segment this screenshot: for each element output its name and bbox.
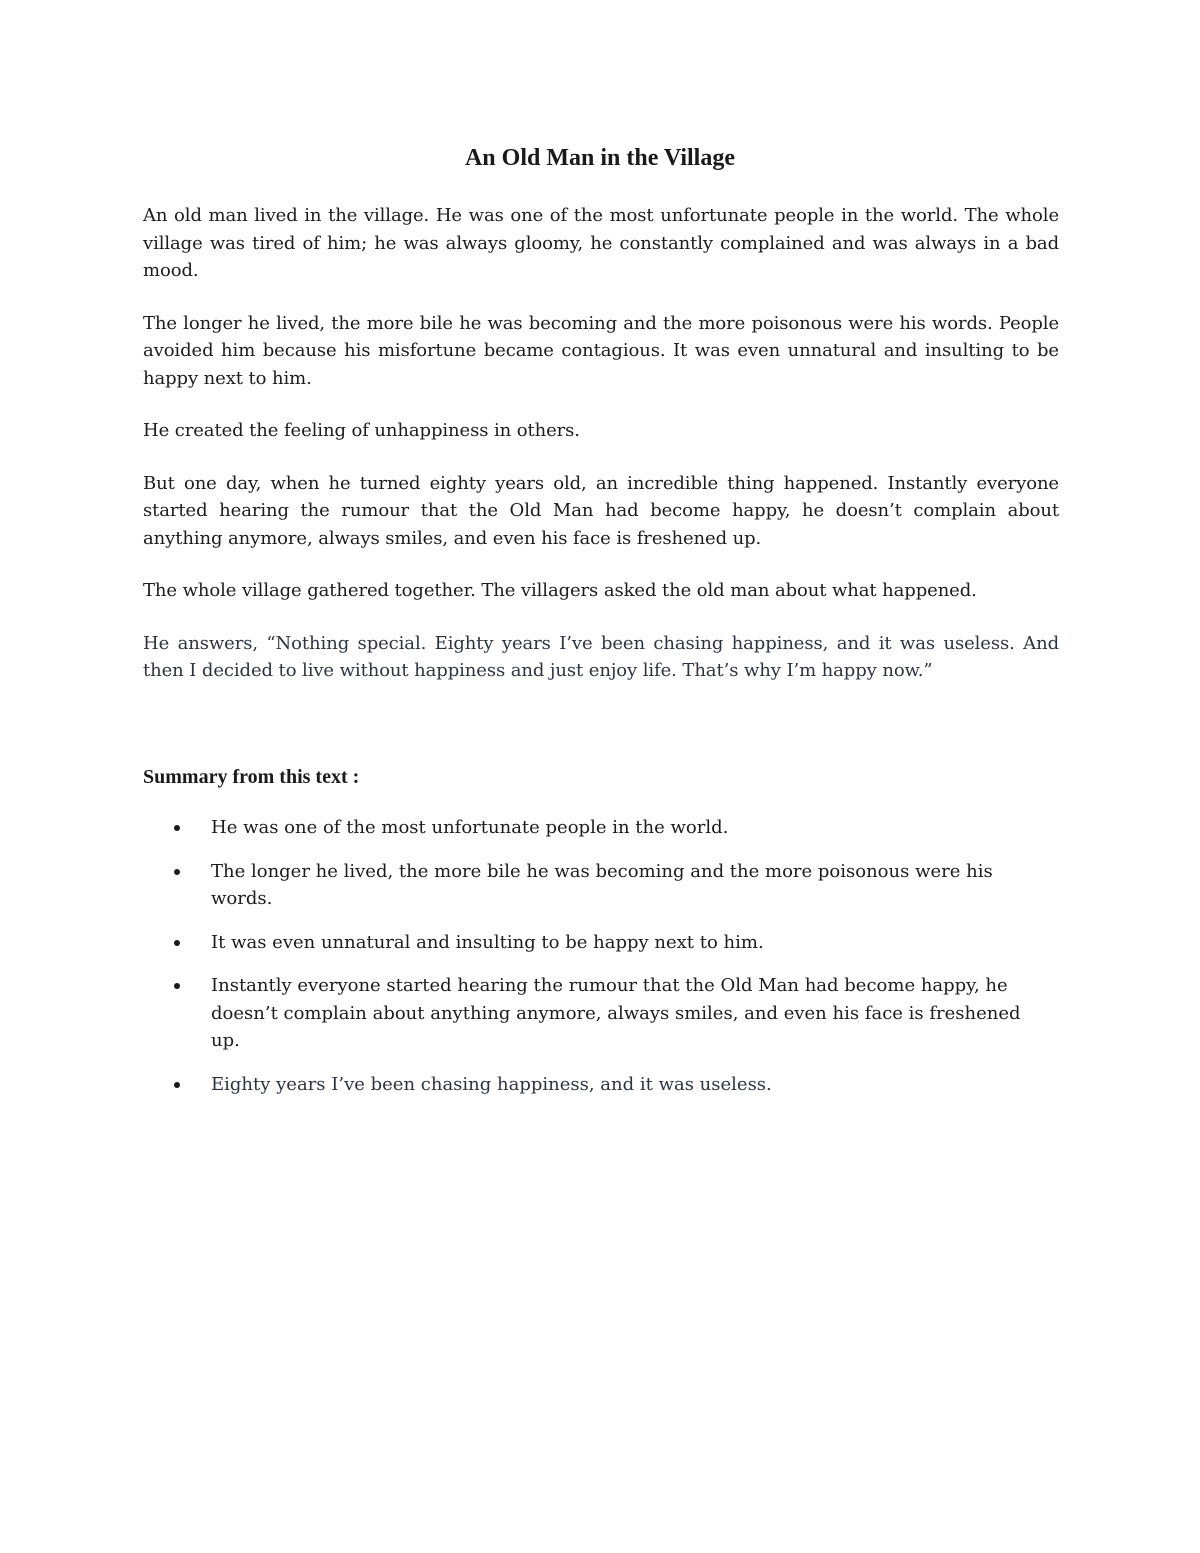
paragraph: The longer he lived, the more bile he was becoming and the more poisonous were his words. People avoided him because his misfortune became contagious. It was even unnatural and insulting to be happy next to him.: [143, 312, 1059, 389]
list-item: [143, 929, 1031, 957]
document-title: An Old Man in the Village: [464, 145, 736, 171]
list-item: [143, 858, 1031, 913]
paragraph: The whole village gathered together. The villagers asked the old man about what happened.: [143, 580, 977, 601]
list-item-text: It was even unnatural and insulting to be happy next to him.: [211, 931, 764, 953]
bullet-icon: [174, 825, 180, 831]
bullet-icon: [174, 983, 180, 989]
list-item-text: The longer he lived, the more bile he was becoming and the more poisonous were his words.: [211, 860, 993, 909]
list-item: [143, 972, 1031, 1055]
list-item-text: Eighty years I’ve been chasing happiness, and it was useless.: [211, 1073, 772, 1095]
list-item-text: He was one of the most unfortunate people in the world.: [211, 817, 729, 838]
story-body: [143, 202, 1059, 710]
paragraph: But one day, when he turned eighty years old, an incredible thing happened. Instantly everyone started hearing the rumour that the Old Man had become happy, he doesn’t complain about anything anymore, always smiles, and even his face is freshened up.: [143, 472, 1059, 549]
quote-paragraph: He answers, “Nothing special. Eighty years I’ve been chasing happiness, and it was useless. And then I decided to live without happiness and just enjoy life. That’s why I’m happy now.”: [143, 632, 1059, 681]
list-item: [143, 1071, 1031, 1099]
paragraph: He created the feeling of unhappiness in others.: [143, 420, 580, 441]
list-item: [143, 814, 1031, 842]
bullet-icon: [174, 869, 180, 875]
list-item-text: Instantly everyone started hearing the rumour that the Old Man had become happy, he doesn’t complain about anything anymore, always smiles, and even his face is freshened up.: [211, 975, 1021, 1051]
bullet-icon: [174, 940, 180, 946]
paragraph: An old man lived in the village. He was one of the most unfortunate people in the world. The whole village was tired of him; he was always gloomy, he constantly complained and was always in a bad mood.: [143, 205, 1059, 281]
summary-heading: Summary from this text :: [143, 766, 360, 788]
summary-list: [143, 814, 1059, 1098]
bullet-icon: [174, 1082, 180, 1088]
summary-section: [143, 762, 1059, 1114]
